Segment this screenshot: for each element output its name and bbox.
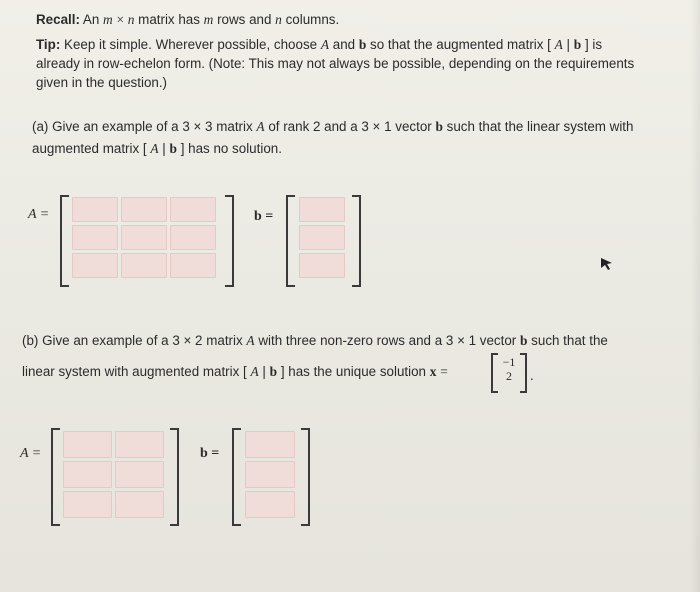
part-b-A-label: A =: [20, 446, 42, 461]
part-a-A-cell-r2c1[interactable]: [72, 225, 118, 250]
part-b-A-cell-r1c1[interactable]: [63, 431, 112, 458]
part-a-b-right-bracket: [352, 195, 361, 287]
part-b-solution-vector: −1 2: [502, 355, 516, 383]
page-edge-shadow: [690, 0, 700, 592]
part-a-A-cell-r1c1[interactable]: [72, 197, 118, 222]
part-a-A-cell-r1c2[interactable]: [121, 197, 167, 222]
part-b-solution-right-bracket: [520, 353, 527, 393]
part-a-A-cell-r3c2[interactable]: [121, 253, 167, 278]
part-a-b-grid: [299, 197, 345, 278]
part-b-A-cell-r2c2[interactable]: [115, 461, 164, 488]
part-b-b-cell-r1[interactable]: [245, 431, 295, 458]
recall-line: Recall: An m × n matrix has m rows and n columns.: [36, 12, 340, 27]
part-a-b-cell-r1[interactable]: [299, 197, 345, 222]
mouse-cursor-icon: [598, 255, 614, 271]
part-a-A-grid: [72, 197, 216, 278]
part-b-A-cell-r1c2[interactable]: [115, 431, 164, 458]
part-a-A-cell-r1c3[interactable]: [170, 197, 216, 222]
part-b-b-right-bracket: [301, 428, 310, 526]
part-b-A-cell-r2c1[interactable]: [63, 461, 112, 488]
part-b-b-cell-r3[interactable]: [245, 491, 295, 518]
part-a-b-cell-r2[interactable]: [299, 225, 345, 250]
part-a-line-1: (a) Give an example of a 3 × 3 matrix A of rank 2 and a 3 × 1 vector b such that the linear system with: [32, 119, 634, 134]
part-b-b-left-bracket: [232, 428, 241, 526]
part-a-b-label: b =: [254, 209, 274, 224]
part-a-b-left-bracket: [286, 195, 295, 287]
part-a-A-label: A =: [28, 207, 50, 222]
part-a-A-left-bracket: [60, 195, 69, 287]
part-b-A-right-bracket: [170, 428, 179, 526]
part-b-A-cell-r3c1[interactable]: [63, 491, 112, 518]
part-b-A-grid: [63, 431, 164, 518]
part-b-A-cell-r3c2[interactable]: [115, 491, 164, 518]
part-a-A-cell-r2c2[interactable]: [121, 225, 167, 250]
part-b-b-cell-r2[interactable]: [245, 461, 295, 488]
part-b-b-grid: [245, 431, 295, 518]
part-a-A-cell-r3c3[interactable]: [170, 253, 216, 278]
part-b-A-left-bracket: [51, 428, 60, 526]
part-b-b-label: b =: [200, 446, 220, 461]
tip-line-1: Tip: Keep it simple. Wherever possible, choose A and b so that the augmented matrix [ A | b ] is: [36, 37, 603, 52]
part-a-A-cell-r3c1[interactable]: [72, 253, 118, 278]
part-b-line-1: (b) Give an example of a 3 × 2 matrix A with three non-zero rows and a 3 × 1 vector b such that the: [22, 333, 608, 348]
tip-line-3: given in the question.): [36, 75, 168, 90]
part-a-b-cell-r3[interactable]: [299, 253, 345, 278]
part-a-A-right-bracket: [225, 195, 234, 287]
part-a-A-cell-r2c3[interactable]: [170, 225, 216, 250]
tip-line-2: already in row-echelon form. (Note: This may not always be possible, depending on the requirements: [36, 56, 635, 71]
part-b-period: .: [530, 368, 534, 383]
part-b-line-2: linear system with augmented matrix [ A | b ] has the unique solution x =: [22, 364, 448, 379]
part-b-solution-left-bracket: [491, 353, 498, 393]
part-a-line-2: augmented matrix [ A | b ] has no solution.: [32, 141, 282, 156]
